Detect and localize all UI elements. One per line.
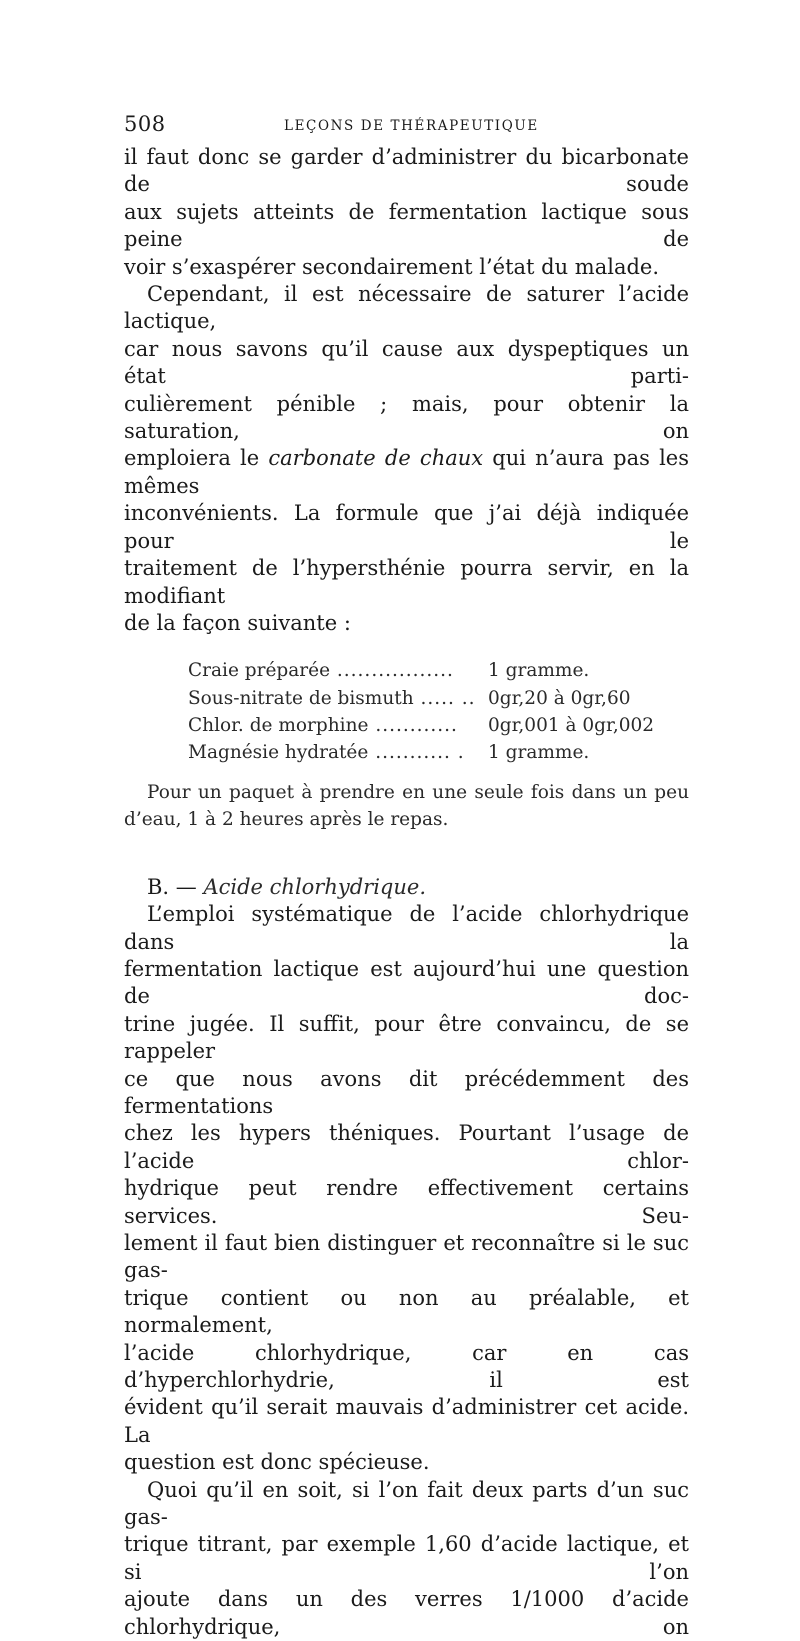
formula-row — [188, 739, 689, 766]
leader-dots: ..... .. — [413, 687, 476, 709]
text-line: car nous savons qu’il cause aux dyspeptiques un état parti- — [124, 336, 689, 389]
paragraph-2 — [124, 281, 689, 637]
formula-row — [188, 685, 689, 712]
ingredient-name: Sous-nitrate de bismuth — [188, 687, 414, 709]
book-page — [124, 108, 689, 1641]
text-line: ajoute dans un des verres 1/1000 d’acide chlorhydrique, on — [124, 1587, 689, 1639]
text-line: aux sujets atteints de fermentation lactique sous peine de — [124, 199, 689, 252]
running-title: LEÇONS DE THÉRAPEUTIQUE — [284, 118, 539, 134]
formula-row — [188, 657, 689, 684]
section-heading — [147, 874, 689, 901]
text-line: de la façon suivante : — [124, 610, 351, 635]
ingredient-name: Magnésie hydratée — [188, 742, 369, 764]
text-fragment: emploiera le — [124, 446, 269, 471]
text-line: inconvénients. La formule que j’ai déjà indiquée pour le — [124, 501, 689, 553]
text-fragment: qui n’aura pas les mêmes — [124, 446, 689, 498]
text-line: l’acide chlorhydrique, car en cas d’hyperchlorhydrie, il est — [124, 1340, 689, 1392]
text-line: lement il faut bien distinguer et reconnaître si le suc gas- — [124, 1230, 689, 1283]
section-title: Acide chlorhydrique. — [203, 874, 426, 899]
text-line — [124, 445, 689, 500]
text-line: trique contient ou non au préalable, et normalement, — [124, 1285, 689, 1338]
text-line: voir s’exaspérer secondairement l’état du malade. — [124, 254, 660, 279]
text-line: d’eau, 1 à 2 heures après le repas. — [124, 809, 449, 831]
text-line: trique titrant, par exemple 1,60 d’acide lactique, et si l’on — [124, 1532, 689, 1584]
text-line: Cependant, il est nécessaire de saturer l’acide lactique, — [124, 282, 689, 334]
prescription-formula — [188, 657, 689, 767]
ingredient-quantity: 0gr,20 à 0gr,60 — [488, 687, 631, 709]
text-line: chez les hypers théniques. Pourtant l’usage de l’acide chlor- — [124, 1121, 689, 1173]
formula-row — [188, 712, 689, 739]
text-line: L’emploi systématique de l’acide chlorhydrique dans la — [124, 902, 689, 954]
text-line: culièrement pénible ; mais, pour obtenir la saturation, on — [124, 391, 689, 444]
text-line: hydrique peut rendre effectivement certains services. Seu- — [124, 1176, 689, 1228]
running-head — [124, 108, 689, 144]
leader-dots: ........... . — [368, 742, 465, 764]
dosage-instructions — [124, 779, 689, 834]
text-line: évident qu’il serait mauvais d’administrer cet acide. La — [124, 1395, 689, 1447]
paragraph-1 — [124, 144, 689, 281]
text-line: Pour un paquet à prendre en une seule fois dans un peu — [147, 781, 689, 803]
text-line: il faut donc se garder d’administrer du bicarbonate de soude — [124, 145, 689, 197]
text-line: question est donc spécieuse. — [124, 1450, 430, 1475]
text-line: fermentation lactique est aujourd’hui une question de doc- — [124, 956, 689, 1009]
leader-dots: ................. — [330, 660, 454, 682]
section-label: B. — — [147, 874, 204, 899]
text-line: Quoi qu’il en soit, si l’on fait deux parts d’un suc gas- — [124, 1477, 689, 1530]
text-line: trine jugée. Il suffit, pour être convaincu, de se rappeler — [124, 1011, 689, 1064]
italic-term: carbonate de chaux — [268, 446, 484, 471]
paragraph-3 — [124, 901, 689, 1477]
text-line: traitement de l’hypersthénie pourra servir, en la modifiant — [124, 556, 689, 608]
text-line: ce que nous avons dit précédemment des fermentations — [124, 1066, 689, 1118]
ingredient-name: Chlor. de morphine — [188, 715, 369, 737]
ingredient-quantity: 0gr,001 à 0gr,002 — [488, 715, 655, 737]
paragraph-4 — [124, 1477, 689, 1641]
page-number: 508 — [124, 112, 166, 136]
leader-dots: ............ — [368, 715, 458, 737]
ingredient-quantity: 1 gramme. — [488, 742, 590, 764]
ingredient-name: Craie préparée — [188, 660, 331, 682]
ingredient-quantity: 1 gramme. — [488, 660, 590, 682]
